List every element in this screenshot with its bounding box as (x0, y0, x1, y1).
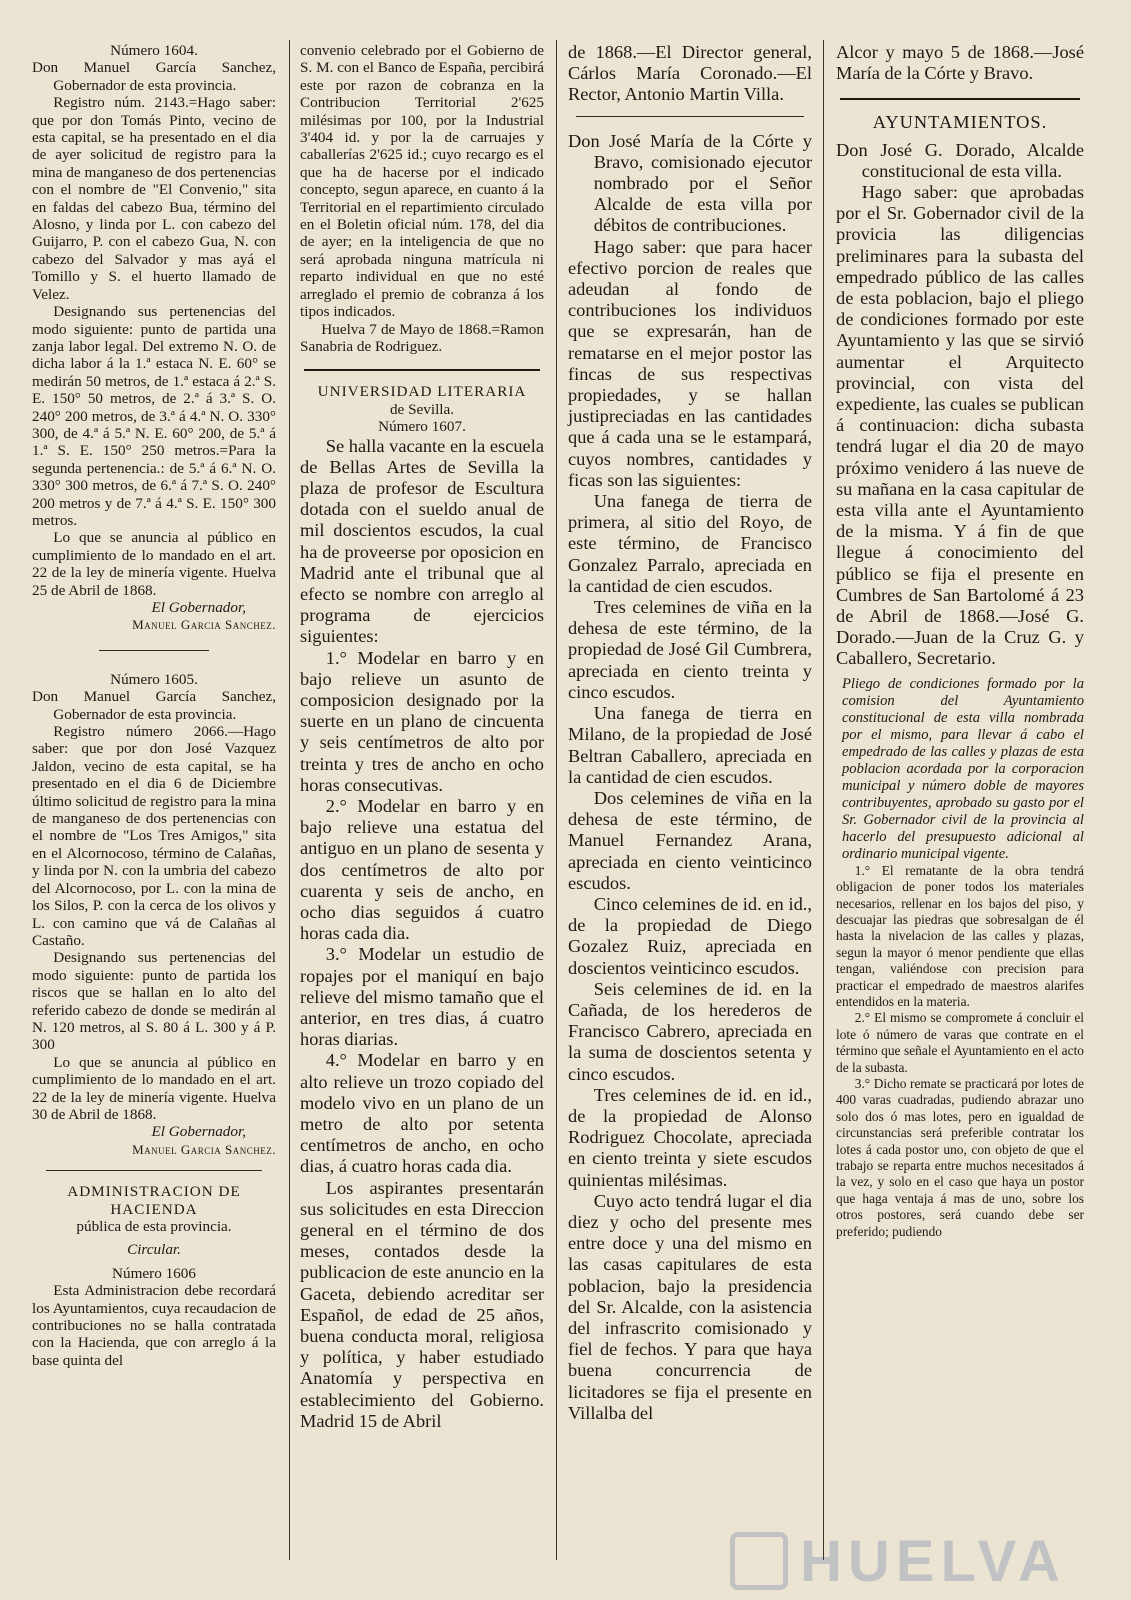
exercise-item: 4.° Modelar en barro y en alto relieve un trozo copiado del modelo vivo en un plano de un metro de alto por setenta centímetros de ancho, en ocho dias, á cuatro horas cada dia. (300, 1050, 544, 1177)
condition-item: 2.° El mismo se compromete á concluir el lote ó número de varas que contrate en el término que señale el Ayuntamiento en el acto de la subasta. (836, 1010, 1084, 1075)
section-heading: AYUNTAMIENTOS. (872, 112, 1048, 133)
notice-intro: Don José G. Dorado, Alcalde constitucional de esta villa. (836, 139, 1084, 181)
notice-paragraph: Hago saber: que para hacer efectivo porcion de reales que adeudan al fondo de contribuciones los individuos que se expresarán, han de rematarse en el mejor postor las fincas de sus respectivas propiedades, y se hallan justipreciadas en las cantidades que á cada una se le estampará, cuyos nombres, cantidades y ficas son las siguientes: (568, 236, 812, 490)
separator (840, 98, 1080, 100)
signature-name: Manuel Garcia Sanchez. (132, 1141, 276, 1157)
notice-paragraph: Lo que se anuncia al público en cumplimiento de lo mandado en el art. 22 de la ley de minería vigente. Huelva 25 de Abril de 1868. (32, 529, 276, 599)
notice-intro: Don José María de la Córte y Bravo, comisionado ejecutor nombrado por el Señor Alcalde de esta villa por débitos de contribuciones. (568, 130, 812, 236)
notice-number: Número 1606 (112, 1264, 196, 1282)
column-rule (289, 40, 290, 1560)
separator (46, 1170, 262, 1171)
notice-paragraph: Lo que se anuncia al público en cumplimiento de lo mandado en el art. 22 de la ley de minería vigente. Huelva 30 de Abril de 1868. (32, 1053, 276, 1123)
notice-paragraph: Registro núm. 2143.=Hago saber: que por don Tomás Pinto, vecino de esta capital, se ha presentado en el dia de ayer solicitud de registro para la mina de manganeso de dos pertenencias con el nombre de "El Convenio," sita en faldas del cabezo Bua, término del Alosno, y linda por L. con cabezo del Guijarro, P. con el cabezo Gua, N. con cabezo del Salvador y mas ayá el Tomillo y S. el huerto llamado de Velez. (32, 94, 276, 303)
notice-number: Número 1607. (378, 418, 466, 436)
notice-number: Número 1604. (110, 42, 198, 59)
notice-paragraph: Hago saber: que aprobadas por el Sr. Gobernador civil de la provicia las diligencias preliminares para la subasta del empedrado público de las calles de esta poblacion, bajo el pliego de condiciones formado por este Ayuntamiento y las que se sirvió aumentar el Arquitecto provincial, con vista del expediente, las cuales se publican á continuacion: dicha subasta tendrá lugar el dia 20 de mayo próximo venidero á las nueve de su mañana en la casa capitular de esta villa ante el Ayuntamiento de la misma. Y á fin de que llegue á conocimiento del público se fija el presente en Cumbres de San Bartolomé á 23 de Abril de 1868.—José G. Dorado.—Juan de la Cruz G. y Caballero, Secretario. (836, 182, 1084, 669)
notice-paragraph: Los aspirantes presentarán sus solicitudes en esta Direccion general en el término de dos meses, contados desde la publicacion de este anuncio en la Gaceta, debiendo acreditar ser Español, de edad de 25 años, buena conducta moral, religiosa y política, y haber estudiado Anatomía y perspectiva en establecimiento del Gobierno. Madrid 15 de Abril (300, 1177, 544, 1431)
notice-date: Huelva 7 de Mayo de 1868.=Ramon Sanabria de Rodriguez. (300, 320, 544, 355)
column-3 (568, 42, 812, 1424)
separator (99, 650, 209, 651)
column-rule (823, 40, 824, 1560)
signature-role: El Gobernador, (151, 599, 246, 616)
exercise-item: 3.° Modelar un estudio de ropajes por el maniquí en bajo relieve del mismo tamaño que el anterior, en tres dias, á cuatro horas diarias. (300, 944, 544, 1050)
notice-paragraph: convenio celebrado por el Gobierno de S. M. con el Banco de España, percibirá este por razon de cobranza en la Contribucion Territorial 2'625 milésimas por 100, por la Industrial 3'404 id. y por la de carruajes y caballerías 2'625 id.; cuyo recargo es el que ha de hacerse por el indicado concepto, segun aparece, en cuanto á la Territorial en el repartimiento circulado en el Boletin oficial núm. 178, del dia de ayer; en la inteligencia de que no será aprobada ninguna matrícula ni reparto individual en que no esté arreglado el premio de cobranza á los tipos indicados. (300, 42, 544, 321)
condition-item: 3.° Dicho remate se practicará por lotes de 400 varas cuadradas, pudiendo abrazar uno solo dos ó mas lotes, pero en igualdad de circunstancias será preferible contratar los lotes á cada postor uno, con objeto de que el trabajo se reparta entre muchos necesitados á la vez, y solo en el caso que haya un postor que haga ventaja á mas de uno, sobre los otros postores, será cuando debe ser preferido; pudiendo (836, 1075, 1084, 1239)
separator (304, 369, 540, 371)
property-item: Dos celemines de viña en la dehesa de este término, de Manuel Fernandez Arana, apreciada en ciento veinticinco escudos. (568, 787, 812, 893)
notice-paragraph: Designando sus pertenencias del modo siguiente: punto de partida una zanja labor legal. Del extremo N. O. de dicha labor á la 1.ª estaca N. E. 60° se medirán 50 metros, de 1.ª estaca á 2.ª S. E. 150° 50 metros, de 2.ª á 3.ª S. O. 240° 200 metros, de 3.ª á 4.ª N. O. 330° 300, de 4.ª á 5.ª N. E. 60° 200, de 5.ª á 1.ª S. E. 150° 250 metros.=Para la segunda pertenencia.: de 5.ª á 6.ª N. O. 330° 300 metros, de 6.ª á 7.ª S. O. 240° 200 metros y de 7.ª á 4.ª S. E. 150° 300 metros. (32, 303, 276, 529)
signature-role: El Gobernador, (151, 1123, 246, 1141)
column-4 (836, 42, 1084, 1240)
notice-intro: Don Manuel García Sanchez, Gobernador de esta provincia. (32, 59, 276, 94)
column-2 (300, 42, 544, 1432)
separator (576, 116, 804, 117)
notice-number: Número 1605. (110, 670, 198, 688)
notice-paragraph: Alcor y mayo 5 de 1868.—José María de la Córte y Bravo. (836, 42, 1084, 84)
property-item: Una fanega de tierra de primera, al sitio del Royo, de este término, de Francisco Gonzalez Parralo, apreciada en la cantidad de cien escudos. (568, 491, 812, 596)
notice-paragraph: Designando sus pertenencias del modo siguiente: punto de partida los riscos que se hallan en lo alto del referido cabezo de donde se medirán al N. 120 metros, al S. 80 á L. 300 y á P. 300 (32, 949, 276, 1054)
property-item: Tres celemines de id. en id., de la propiedad de Alonso Rodriguez Chocolate, apreciada en ciento treinta y siete escudos quinientas milésimas. (568, 1084, 812, 1190)
circular-label: Circular. (127, 1241, 181, 1259)
section-heading: UNIVERSIDAD LITERARIA (317, 383, 527, 401)
section-subheading: pública de esta provincia. (76, 1218, 232, 1235)
property-item: Una fanega de tierra en Milano, de la propiedad de José Beltran Caballero, apreciada en la cantidad de cien escudos. (568, 703, 812, 787)
section-heading: ADMINISTRACION DE HACIENDA (67, 1183, 241, 1218)
watermark-text: HUELVA (800, 1528, 1066, 1594)
seal-icon (730, 1532, 788, 1590)
property-item: Seis celemines de id. en la Cañada, de los herederos de Francisco Cabrero, apreciada en la suma de doscientos setenta y cinco escudos. (568, 978, 812, 1084)
condition-item: 1.° El rematante de la obra tendrá obligacion de poner todos los materiales necesarios, rellenar en los bajos del piso, y descuajar las piedras que sobresalgan de él hasta la nivelacion de las calles y plazas, segun la mayor ó menor pendiente que ellas tengan, valiéndose con precision para practicar el empedrado de maestros alarifes entendidos en la materia. (836, 862, 1084, 1009)
signature-name: Manuel Garcia Sanchez. (132, 617, 276, 633)
pliego-heading: Pliego de condiciones formado por la comision del Ayuntamiento constitucional de esta villa nombrada por el mismo, para llevar á cabo el empedrado de las calles y plazas de esta poblacion acordada por la corporacion municipal y número doble de mayores contribuyentes, aprobado su gasto por el Sr. Gobernador civil de la provincia al hacerlo del presupuesto adicional al ordinario municipal vigente. (842, 675, 1084, 862)
exercise-item: 2.° Modelar en barro y en bajo relieve una estatua del antiguo en un plano de sesenta y dos centímetros de alto por cuarenta y seis de ancho, en ocho dias seguidos á cuatro horas cada dia. (300, 795, 544, 944)
section-subheading: de Sevilla. (389, 400, 455, 418)
column-1 (32, 42, 276, 1369)
notice-paragraph: Se halla vacante en la escuela de Bellas Artes de Sevilla la plaza de profesor de Escultura dotada con el sueldo anual de mil doscientos escudos, la cual ha de proveerse por oposicion en Madrid ante el tribunal que al efecto se nombre con arreglo al programa de ejercicios siguientes: (300, 435, 544, 647)
notice-paragraph: Registro número 2066.—Hago saber: que por don José Vazquez Jaldon, vecino de esta capital, se ha presentado en el dia 6 de Diciembre último solicitud de registro para la mina de manganeso de dos pertenencias con el nombre de "Los Tres Amigos," sita en el Alcornocoso, término de Calañas, y linda por N. con la umbria del cabezo del Alcornocoso, por L. con la mina de los Silos, P. con la cerca de los olivos y L. con camino que vá de Calañas al Castaño. (32, 723, 276, 949)
property-item: Tres celemines de viña en la dehesa de este término, de la propiedad de José Gil Cumbrera, apreciada en ciento treinta y cinco escudos. (568, 597, 812, 702)
column-rule (556, 40, 557, 1560)
exercise-item: 1.° Modelar en barro y en bajo relieve un asunto de composicion designado por la suerte en un plano de cincuenta y seis centímetros de alto por treinta y tres de ancho en ocho horas consecutivas. (300, 647, 544, 795)
notice-paragraph: Esta Administracion debe recordará los Ayuntamientos, cuya recaudacion de contribuciones no se halla contratada con la Hacienda, que con arreglo á la base quinta del (32, 1282, 276, 1369)
notice-paragraph: de 1868.—El Director general, Cárlos María Coronado.—El Rector, Antonio Martin Villa. (568, 42, 812, 105)
property-item: Cinco celemines de id. en id., de la propiedad de Diego Gozalez Ruiz, apreciada en doscientos veinticinco escudos. (568, 893, 812, 978)
library-watermark (730, 1528, 1080, 1594)
notice-intro: Don Manuel García Sanchez, Gobernador de esta provincia. (32, 688, 276, 723)
notice-paragraph: Cuyo acto tendrá lugar el dia diez y ocho del presente mes entre doce y una del mismo en las casas capitulares de esta poblacion, bajo la presidencia del Sr. Alcalde, con la asistencia del infrascrito comisionado y fiel de fechos. Y para que haya buena concurrencia de licitadores se fija el presente en Villalba del (568, 1190, 812, 1423)
